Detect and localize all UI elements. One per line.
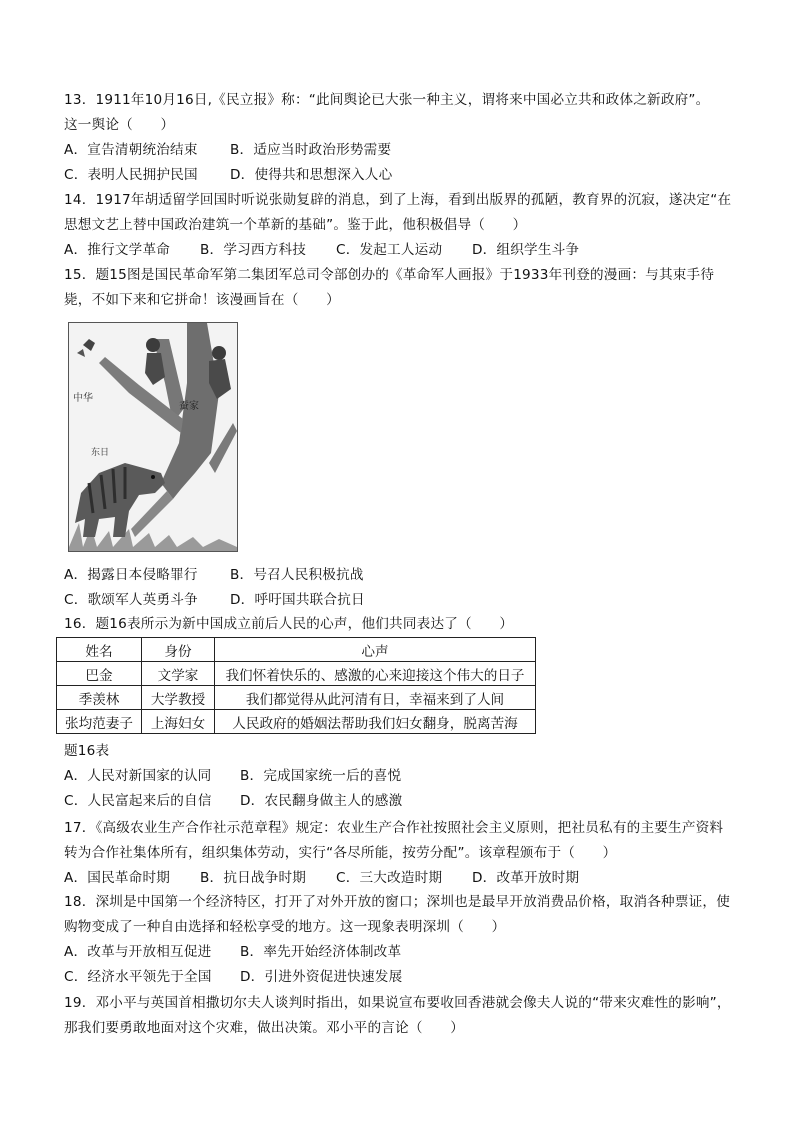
table-cell: 大学教授 [142, 686, 215, 710]
q15-option-d: D．呼吁国共联合抗日 [230, 592, 365, 608]
q17-options [64, 868, 579, 888]
q18-stem-line1: 18．深圳是中国第一个经济特区，打开了对外开放的窗口；深圳也是最早开放消费品价格，取消各种票证，使 [64, 894, 730, 910]
q13-option-a: A．宣告清朝统治结束 [64, 142, 198, 158]
table-cell: 我们都觉得从此河清有日，幸福来到了人间 [215, 686, 536, 710]
table-cell: 巴金 [57, 662, 142, 686]
q18-option-a: A．改革与开放相互促进 [64, 944, 212, 960]
q13-stem-line2: 这一舆论（ ） [64, 117, 175, 133]
q14-option-c: C．发起工人运动 [336, 242, 443, 258]
q18-options-row1 [64, 942, 401, 962]
table-cell: 季羡林 [57, 686, 142, 710]
q18-options-row2 [64, 967, 402, 987]
q16-option-b: B．完成国家统一后的喜悦 [240, 768, 402, 784]
table-cell: 人民政府的婚姻法帮助我们妇女翻身，脱离苦海 [215, 710, 536, 734]
table-cell: 张均范妻子 [57, 710, 142, 734]
q16-option-d: D．农民翻身做主人的感激 [240, 793, 403, 809]
q14-option-d: D．组织学生斗争 [472, 242, 580, 258]
q15-stem-line1: 15．题15图是国民革命军第二集团军总司令部创办的《革命军人画报》于1933年刊登的漫画：与其束手待 [64, 267, 715, 283]
q15-options-row1 [64, 565, 364, 585]
table-row [57, 662, 536, 686]
q16-stem-line1: 16．题16表所示为新中国成立前后人民的心声，他们共同表达了（ ） [64, 616, 514, 632]
q15-option-c: C．歌颂军人英勇斗争 [64, 592, 198, 608]
q16-option-a: A．人民对新国家的认同 [64, 768, 212, 784]
q13-stem-line1: 13．1911年10月16日,《民立报》称：“此间舆论已大张一种主义，谓将来中国必立共和政体之新政府”。 [64, 92, 710, 108]
table-row [57, 710, 536, 734]
q15-options-row2 [64, 590, 365, 610]
table-cell: 文学家 [142, 662, 215, 686]
q15-option-b: B．号召人民积极抗战 [230, 567, 364, 583]
q16-options-row2 [64, 791, 402, 811]
q14-option-b: B．学习西方科技 [200, 242, 307, 258]
q18-option-c: C．经济水平领先于全国 [64, 969, 212, 985]
q18-option-d: D．引进外资促进快速发展 [240, 969, 403, 985]
table-row [57, 686, 536, 710]
table-cell: 上海妇女 [142, 710, 215, 734]
q19-stem-line1: 19．邓小平与英国首相撒切尔夫人谈判时指出，如果说宣布要收回香港就会像夫人说的“带来灾难性的影响”， [64, 995, 731, 1011]
q18-option-b: B．率先开始经济体制改革 [240, 944, 402, 960]
q19-stem-line2: 那我们要勇敢地面对这个灾难，做出决策。邓小平的言论（ ） [64, 1020, 465, 1036]
table-header-row [57, 638, 536, 662]
q17-stem-line1: 17．《高级农业生产合作社示范章程》规定：农业生产合作社按照社会主义原则，把社员私有的主要生产资料 [64, 820, 724, 836]
q15-option-a: A．揭露日本侵略罪行 [64, 567, 198, 583]
q13-option-d: D．使得共和思想深入人心 [230, 167, 393, 183]
table-header-voice: 心声 [215, 638, 536, 662]
q14-stem-line1: 14．1917年胡适留学回国时听说张勋复辟的消息，到了上海，看到出版界的孤陋，教育界的沉寂，遂决定“在 [64, 192, 732, 208]
table-header-identity: 身份 [142, 638, 215, 662]
figure-label-left: 中华 [73, 393, 93, 404]
q14-stem-line2: 思想文艺上替中国政治建筑一个革新的基础”。鉴于此，他积极倡导（ ） [64, 217, 527, 233]
q16-option-c: C．人民富起来后的自信 [64, 793, 212, 809]
q16-options-row1 [64, 766, 401, 786]
q13-option-c: C．表明人民拥护民国 [64, 167, 198, 183]
q15-stem-line2: 毙，不如下来和它拼命！该漫画旨在（ ） [64, 292, 340, 308]
table-header-name: 姓名 [57, 638, 142, 662]
figure-label-trunk: 蚕家 [179, 401, 199, 412]
q17-option-c: C．三大改造时期 [336, 870, 443, 886]
q17-stem-line2: 转为合作社集体所有，组织集体劳动，实行“各尽所能，按劳分配”。该章程颁布于（ ） [64, 845, 617, 861]
cartoon-illustration [69, 323, 237, 551]
table-cell: 我们怀着快乐的、感激的心来迎接这个伟大的日子 [215, 662, 536, 686]
q13-option-b: B．适应当时政治形势需要 [230, 142, 392, 158]
q16-table-caption: 题16表 [64, 743, 110, 759]
q17-option-b: B．抗日战争时期 [200, 870, 307, 886]
q18-stem-line2: 购物变成了一种自由选择和轻松享受的地方。这一现象表明深圳（ ） [64, 919, 506, 935]
q16-table [56, 637, 536, 734]
q17-option-d: D．改革开放时期 [472, 870, 580, 886]
q17-option-a: A．国民革命时期 [64, 870, 171, 886]
q13-options-row2 [64, 165, 392, 185]
q13-options-row1 [64, 140, 391, 160]
q14-options [64, 240, 579, 260]
q15-cartoon-figure [68, 322, 238, 552]
figure-label-tiger: 东日 [91, 448, 110, 458]
q14-option-a: A．推行文学革命 [64, 242, 171, 258]
